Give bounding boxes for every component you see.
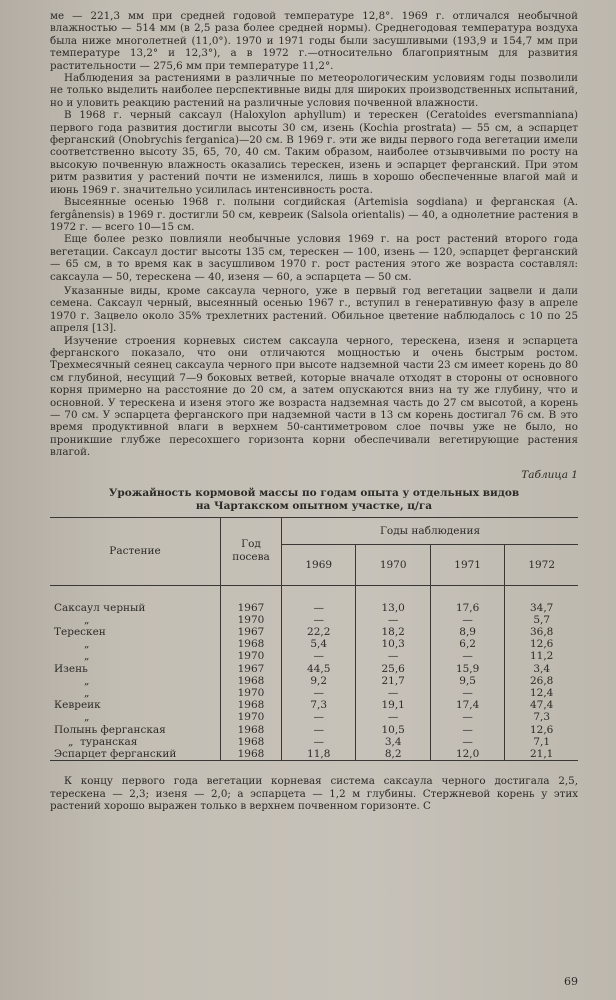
cell-sown-year: 1970 [221,687,282,699]
cell-yield: 18,2 [356,626,430,638]
table-body [50,602,578,761]
cell-yield: 6,2 [430,638,504,650]
cell-yield: 12,0 [430,748,504,761]
cell-yield: 7,3 [282,699,356,711]
cell-sown-year: 1968 [221,699,282,711]
cell-yield: 9,5 [430,675,504,687]
cell-yield: — [282,736,356,748]
cell-plant: Эспарцет ферганский [50,748,221,761]
paragraph-after-table: К концу первого года вегетации корневая система саксаула черного достигала 2,5, терескена — 2,3; изеня — 2,0; а эспарцета — 1,2 м глубины. Стержневой корень у этих растений хорошо выражен только в верхнем почвенном горизонте. С [50,775,578,813]
paragraph: В 1968 г. черный саксаул (Haloxylon aphyllum) и терескен (Ceratoides eversmanniana) первого года развития достигли высоты 30 см, изень (Kochia prostrata) — 55 см, а эспарцет ферганский (Onobrychis ferganica)—20 см. В 1969 г. эти же виды первого года вегетации имели соответственно высоту 35, 65, 70, 40 см. Таким образом, наиболее отзывчивыми по росту на высокую почвенную влажность оказались терескен, изень и эспарцет ферганский. При этом ритм развития у растений почти не изменился, лишь в хорошо обеспеченные влагой май и июнь 1969 г. значительно усилилась интенсивность роста. [50,109,578,196]
paragraph: Высеянные осенью 1968 г. полыни согдийская (Artemisia sogdiana) и ферганская (A. fergânensis) в 1969 г. достигли 50 см, кевреик (Salsola orientalis) — 40, а однолетние растения в 1972 г. — всего 10—15 см. [50,196,578,233]
table-row [50,687,578,699]
cell-yield: — [430,736,504,748]
header-year: 1970 [356,544,430,585]
body-text [50,10,578,459]
cell-plant: Полынь ферганская [50,724,221,736]
cell-plant: „ [50,650,221,662]
cell-yield: — [282,687,356,699]
cell-plant: „ [50,687,221,699]
cell-yield: 17,4 [430,699,504,711]
paragraph: ме — 221,3 мм при средней годовой температуре 12,8°. 1969 г. отличался необычной влажностью — 514 мм (в 2,5 раза более средней нормы). Среднегодовая температура воздуха была ниже многолетней (11,0°). 1970 и 1971 годы были засушливыми (193,9 и 154,7 мм при температуре 13,2° и 12,3°), а в 1972 г.—относительно благоприятным для развития растительности — 275,6 мм при температуре 11,2°. [50,10,578,72]
cell-yield: 12,4 [529,687,554,700]
cell-yield: 34,7 [529,601,554,614]
cell-yield: — [356,650,430,662]
cell-yield: 3,4 [533,662,551,675]
page-number: 69 [564,975,578,988]
paragraph: Наблюдения за растениями в различные по метеорологическим условиям годы позволили не только выделить наиболее перспективные виды для широких производственных испытаний, но и уловить реакцию растений на различные условия почвенной влажности. [50,72,578,109]
cell-yield: — [282,711,356,723]
header-observation-years: Годы наблюдения [282,518,579,545]
cell-yield: 21,7 [356,675,430,687]
cell-sown-year: 1970 [221,650,282,662]
table-row [50,614,578,626]
cell-plant: Саксаул черный [50,602,221,614]
table-row [50,699,578,711]
cell-yield: 12,6 [529,638,554,651]
cell-yield: 44,5 [282,663,356,675]
cell-yield: — [356,687,430,699]
cell-yield: 10,3 [356,638,430,650]
cell-yield: 8,2 [356,748,430,761]
yield-table [50,517,578,762]
cell-yield: 5,4 [282,638,356,650]
cell-sown-year: 1967 [221,663,282,675]
table-row [50,675,578,687]
cell-yield: 10,5 [356,724,430,736]
cell-yield: 5,7 [533,613,551,626]
cell-plant: „ [50,675,221,687]
cell-yield: — [282,614,356,626]
cell-yield: 19,1 [356,699,430,711]
table-row [50,626,578,638]
cell-plant: „ [50,638,221,650]
header-sown-year [221,518,282,586]
cell-sown-year: 1968 [221,736,282,748]
cell-yield: — [430,650,504,662]
table-row [50,638,578,650]
header-year: 1971 [430,544,504,585]
cell-plant: Терескен [50,626,221,638]
cell-sown-year: 1968 [221,724,282,736]
cell-yield: 9,2 [282,675,356,687]
cell-sown-year: 1970 [221,711,282,723]
cell-yield: — [282,724,356,736]
paragraph: Указанные виды, кроме саксаула черного, уже в первый год вегетации зацвели и дали семена. Саксаул черный, высеянный осенью 1967 г., вступил в генеративную фазу в апреле 1970 г. Зацвело около 35% трехлетних растений. Обильное цветение наблюдалось с 10 по 25 апреля [13]. [50,284,578,335]
cell-plant: Кевреик [50,699,221,711]
cell-yield: 21,1 [529,748,554,761]
cell-yield: 13,0 [356,602,430,614]
table-title-line: на Чартакском опытном участке, ц/га [195,499,433,512]
cell-sown-year: 1970 [221,614,282,626]
table-row [50,724,578,736]
table-title [50,487,578,513]
cell-yield: — [430,711,504,723]
cell-yield: 11,8 [282,748,356,761]
cell-yield: 17,6 [430,602,504,614]
cell-yield: — [282,602,356,614]
cell-yield: — [356,614,430,626]
paragraph: Еще более резко повлияли необычные условия 1969 г. на рост растений второго года вегетации. Саксаул достиг высоты 135 см, терескен — 100, изень — 120, эспарцет ферганский — 65 см, в то время как в засушливом 1970 г. рост растения этого же возраста составлял: саксаула — 50, терескена — 40, изеня — 60, а эспарцета — 50 см. [50,233,578,283]
cell-yield: 15,9 [430,663,504,675]
cell-sown-year: 1968 [221,675,282,687]
cell-plant: „ туранская [50,736,221,748]
paragraph: Изучение строения корневых систем саксаула черного, терескена, изеня и эспарцета ферганского показало, что они отличаются мощностью и очень быстрым ростом. Трехмесячный сеянец саксаула черного при высоте надземной части 23 см имеет корень до 80 см глубиной, несущий 7—9 боковых ветвей, которые вначале отходят в стороны от основного корня примерно на расстояние до 20 см, а затем опускаются вниз на ту же глубину, что и основной. У терескена и изеня этого же возраста надземная часть до 27 см высотой, а корень — 70 см. У эспарцета ферганского при надземной части в 13 см корень достигал 76 см. В это время продуктивной влаги в верхнем 50-сантиметровом слое почвы уже не было, но проникшие глубже пересохшего горизонта корни обеспечивали вегетирующие растения влагой. [50,334,578,459]
header-sown-line: посева [232,551,270,564]
cell-sown-year: 1968 [221,748,282,761]
cell-yield: — [356,711,430,723]
cell-yield: — [430,724,504,736]
table-row [50,650,578,662]
table-row [50,711,578,723]
table-row [50,736,578,748]
cell-sown-year: 1968 [221,638,282,650]
table-row [50,748,578,761]
cell-sown-year: 1967 [221,602,282,614]
cell-yield: 47,4 [529,699,554,712]
header-sown-line: Год [241,538,261,551]
table-title-line: Урожайность кормовой массы по годам опыта у отдельных видов [108,486,520,499]
cell-yield: 7,3 [533,711,551,724]
cell-yield: — [430,687,504,699]
cell-yield: 22,2 [282,626,356,638]
table-row [50,663,578,675]
cell-yield: — [282,650,356,662]
cell-yield: 8,9 [430,626,504,638]
table-label: Таблица 1 [521,468,578,481]
table-row [50,602,578,614]
header-year: 1969 [282,544,356,585]
header-plant: Растение [50,518,221,586]
cell-yield: — [430,614,504,626]
cell-yield: 7,1 [533,735,551,748]
header-year: 1972 [528,558,556,571]
cell-yield: 25,6 [356,663,430,675]
cell-yield: 12,6 [529,723,554,736]
cell-plant: Изень [50,663,221,675]
cell-plant: „ [50,711,221,723]
cell-yield: 36,8 [529,626,554,639]
cell-sown-year: 1967 [221,626,282,638]
cell-plant: „ [50,614,221,626]
cell-yield: 3,4 [356,736,430,748]
cell-yield: 11,2 [529,650,554,663]
cell-yield: 26,8 [529,674,554,687]
